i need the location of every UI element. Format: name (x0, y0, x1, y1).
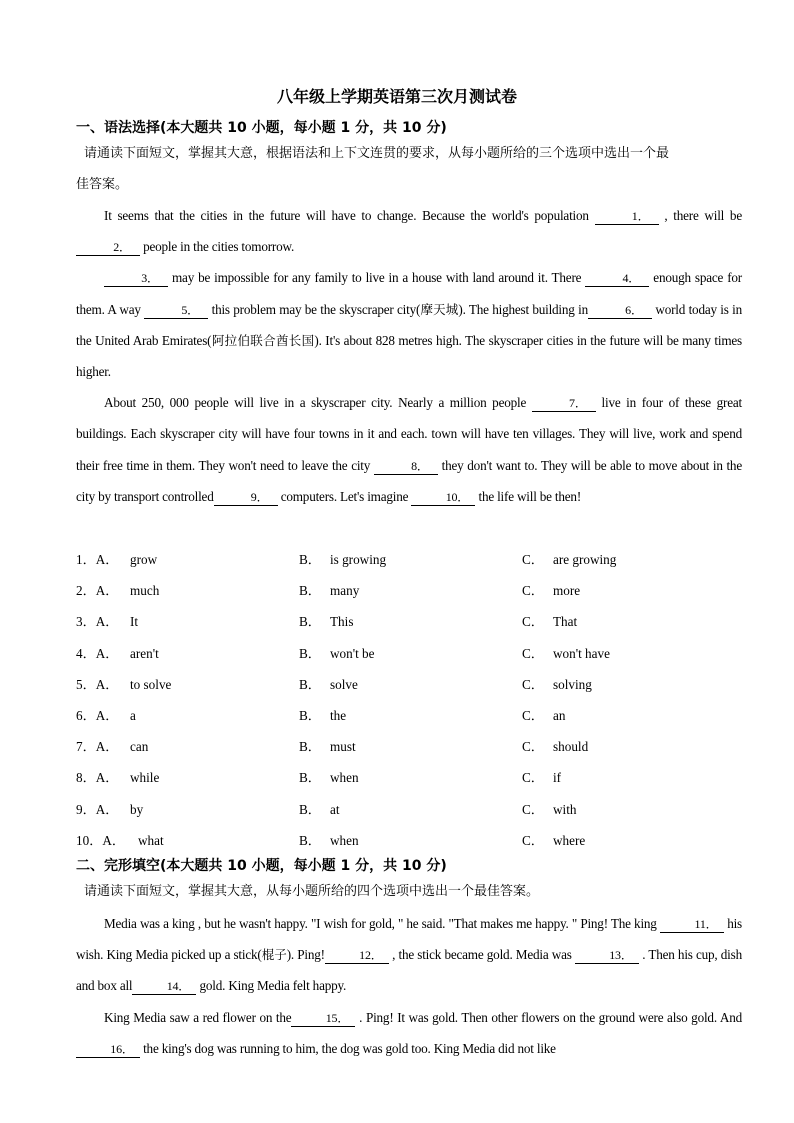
option-row (76, 669, 756, 700)
chinese-gloss: 棍子 (261, 947, 287, 963)
option-a[interactable]: to solve (130, 676, 172, 692)
option-row (76, 794, 756, 825)
passage-text: It seems that the cities in the future will have to change. Because the world's population (104, 208, 595, 223)
blank-12[interactable]: 12． (325, 947, 389, 964)
question-number: 10．A． (76, 832, 126, 848)
blank-16[interactable]: 16． (76, 1041, 140, 1058)
option-b-label: B． (299, 707, 321, 723)
option-c[interactable]: with (553, 801, 577, 817)
blank-1[interactable]: 1． (595, 208, 659, 225)
instruction-line: 请通读下面短文，掌握其大意，根据语法和上下文连贯的要求，从每小题所给的三个选项中选出一个最 (84, 146, 670, 161)
option-a[interactable]: what (138, 832, 164, 848)
option-row (76, 575, 756, 606)
section1-instruction (76, 138, 746, 200)
option-a[interactable]: can (130, 739, 149, 755)
option-c[interactable]: if (553, 770, 562, 786)
option-b[interactable]: when (330, 832, 359, 848)
passage-paragraph (76, 262, 742, 387)
option-a[interactable]: by (130, 801, 144, 817)
option-b[interactable]: the (330, 707, 347, 723)
option-c[interactable]: That (553, 614, 578, 630)
option-a[interactable]: a (130, 707, 136, 723)
option-a[interactable]: while (130, 770, 160, 786)
option-c[interactable]: won't have (553, 645, 610, 661)
section1-heading: 一、语法选择(本大题共 10 小题，每小题 1 分，共 10 分) (76, 120, 447, 136)
option-c-label: C． (522, 739, 544, 755)
section2-heading: 二、完形填空(本大题共 10 小题，每小题 1 分，共 10 分) (76, 858, 447, 874)
option-b-label: B． (299, 739, 321, 755)
option-b-label: B． (299, 614, 321, 630)
option-row (76, 762, 756, 793)
option-row (76, 544, 756, 575)
option-b[interactable]: solve (330, 676, 358, 692)
option-b-label: B． (299, 770, 321, 786)
option-c[interactable]: should (553, 739, 589, 755)
option-b-label: B． (299, 552, 321, 567)
question-number: 4．A． (76, 645, 119, 661)
passage-text: About 250, 000 people will live in a skyscraper city. Nearly a million people (104, 395, 532, 411)
passage-text: . Ping! It was gold. Then other flowers on the ground were also gold. And (355, 1009, 742, 1025)
option-c[interactable]: an (553, 707, 566, 723)
option-c-label: C． (522, 614, 544, 630)
passage-paragraph (76, 387, 742, 512)
option-c[interactable]: solving (553, 676, 592, 692)
passage-text: the king's dog was running to him, the dog was gold too. King Media did not like (140, 1040, 556, 1056)
question-number: 8．A． (76, 770, 119, 786)
option-row (76, 825, 756, 856)
passage-text: gold. King Media felt happy. (196, 978, 347, 994)
option-row (76, 700, 756, 731)
blank-3[interactable]: 3． (104, 270, 168, 287)
option-c-label: C． (522, 645, 544, 661)
blank-14[interactable]: 14． (132, 978, 196, 995)
instruction-line: 请通读下面短文，掌握其大意，从每小题所给的四个选项中选出一个最佳答案。 (84, 884, 540, 899)
passage-text: , there will be (658, 208, 742, 223)
blank-11[interactable]: 11． (660, 916, 724, 933)
option-c-label: C． (522, 583, 544, 599)
passage-text: his wish. King Media picked up a stick( (76, 916, 742, 963)
question-number: 6．A． (76, 707, 119, 723)
option-b-label: B． (299, 645, 321, 661)
question-number: 1．A． (76, 552, 119, 567)
option-b-label: B． (299, 676, 321, 692)
option-b-label: B． (299, 583, 321, 599)
option-c-label: C． (522, 832, 544, 848)
passage-text: the life will be then! (475, 488, 582, 504)
passage-text: Media was a king , but he wasn't happy. "I wish for gold, " he said. "That makes me happy. " Ping! The king (104, 916, 660, 931)
passage-text: ). The highest building in (458, 301, 588, 317)
option-c[interactable]: are growing (553, 552, 617, 567)
option-c-label: C． (522, 552, 544, 567)
chinese-gloss: 摩天城 (420, 301, 459, 317)
passage-paragraph (76, 200, 742, 262)
option-b[interactable]: won't be (330, 645, 375, 661)
option-b-label: B． (299, 801, 321, 817)
blank-2[interactable]: 2． (76, 239, 140, 256)
option-c-label: C． (522, 801, 544, 817)
blank-13[interactable]: 13． (575, 947, 639, 964)
option-row (76, 731, 756, 762)
option-b[interactable]: many (330, 583, 360, 599)
option-row (76, 606, 756, 637)
option-c-label: C． (522, 770, 544, 786)
option-a[interactable]: grow (130, 552, 158, 567)
question-number: 3．A． (76, 614, 119, 630)
blank-15[interactable]: 15． (291, 1010, 355, 1027)
passage-text: King Media saw a red flower on the (104, 1009, 292, 1025)
passage-text: , the stick became gold. Media was (388, 947, 575, 963)
blank-10[interactable]: 10． (411, 489, 475, 506)
passage-paragraph (76, 908, 742, 1002)
option-c[interactable]: where (553, 832, 586, 848)
passage-text: they don't want to. They will be able to move about in the city by transport controlled (76, 457, 742, 504)
blank-5[interactable]: 5． (144, 302, 208, 319)
option-a[interactable]: aren't (130, 645, 159, 661)
blank-7[interactable]: 7． (532, 395, 596, 412)
section2-passage (76, 908, 742, 1064)
option-b[interactable]: when (330, 770, 359, 786)
passage-text: ). Ping! (286, 947, 325, 963)
option-c[interactable]: more (553, 583, 581, 599)
section1-passage (76, 200, 742, 512)
option-b-label: B． (299, 832, 321, 848)
passage-text: this problem may be the skyscraper city( (208, 301, 421, 317)
passage-text: computers. Let's imagine (277, 488, 412, 504)
option-c-label: C． (522, 707, 544, 723)
option-a[interactable]: It (130, 614, 139, 630)
passage-text: . Then his cup, dish and box all (76, 947, 742, 994)
option-b[interactable]: at (330, 801, 340, 817)
question-number: 5．A． (76, 676, 119, 692)
section2-instruction (76, 876, 746, 907)
blank-6[interactable]: 6． (588, 302, 652, 319)
option-b[interactable]: must (330, 739, 356, 755)
passage-text: world today is in the United Arab Emirates( (76, 301, 742, 348)
options-list (76, 544, 756, 856)
option-b[interactable]: This (330, 614, 354, 630)
question-number: 9．A． (76, 801, 119, 817)
option-c-label: C． (522, 676, 544, 692)
question-number: 7．A． (76, 739, 119, 755)
passage-text: may be impossible for any family to live in a house with land around it. There (168, 270, 586, 286)
blank-8[interactable]: 8． (374, 458, 438, 475)
option-b[interactable]: is growing (330, 552, 387, 567)
instruction-line: 佳答案。 (76, 177, 129, 192)
page-title: 八年级上学期英语第三次月测试卷 (276, 87, 517, 106)
passage-text: live in four of these great buildings. Each skyscraper city will have four towns in it and each. town will have ten villages. They will live, work and spend their free time in them. They won't need to leave the city (76, 395, 743, 473)
blank-9[interactable]: 9． (214, 489, 278, 506)
passage-text: people in the cities tomorrow. (140, 239, 295, 255)
question-number: 2．A． (76, 583, 119, 599)
passage-text: ). It's about 828 metres high. The skyscraper cities in the future will be many times higher. (76, 332, 742, 380)
blank-4[interactable]: 4． (585, 270, 649, 287)
passage-paragraph (76, 1002, 742, 1064)
passage-text: enough space for them. A way (76, 270, 742, 317)
chinese-gloss: 阿拉伯联合酋长国 (211, 332, 315, 348)
option-a[interactable]: much (130, 583, 160, 599)
option-row (76, 638, 756, 669)
